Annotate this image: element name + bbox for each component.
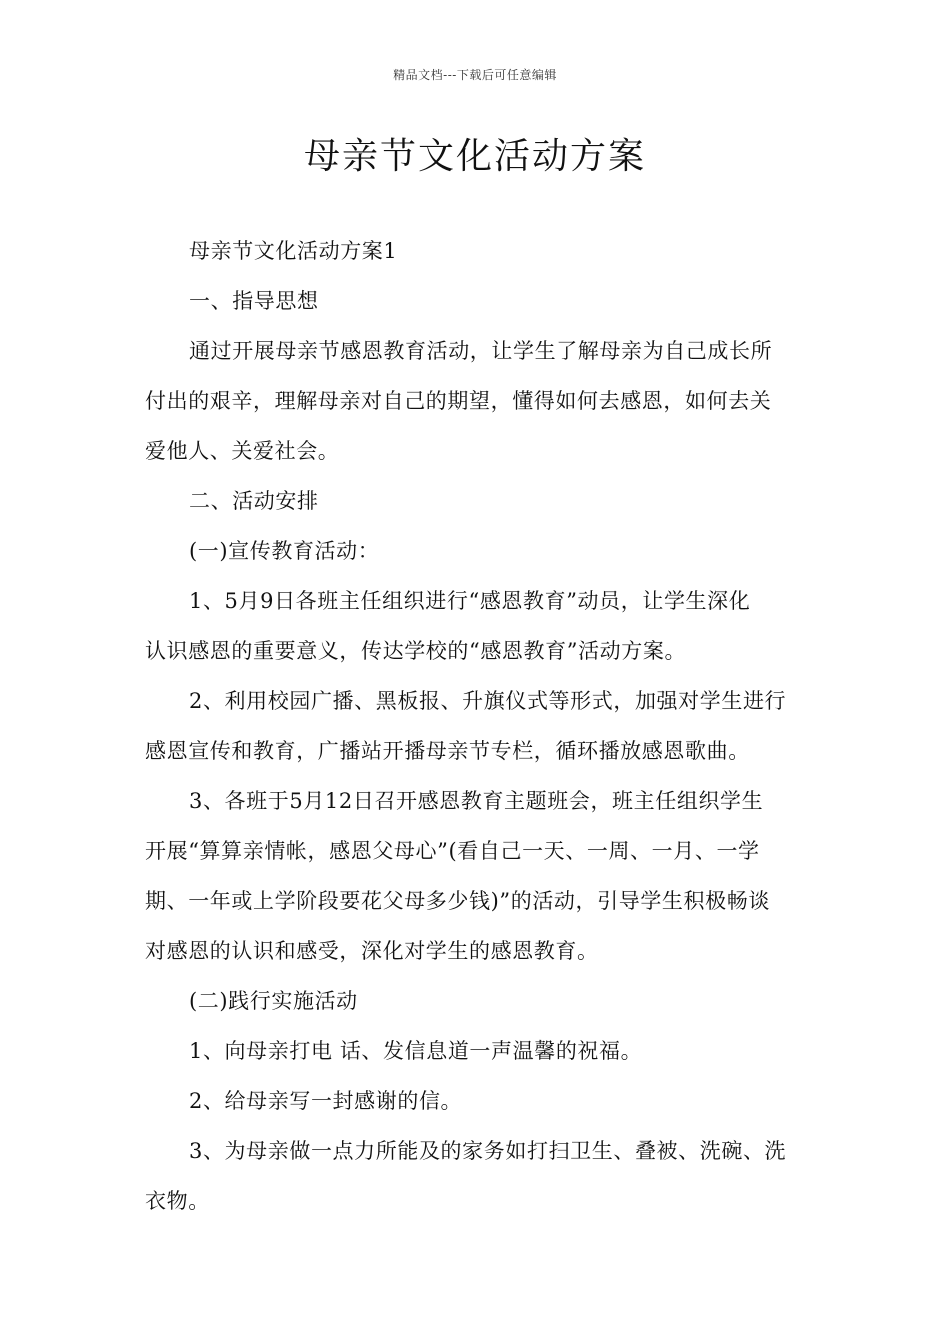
section-heading: 二、活动安排 (189, 489, 319, 513)
paragraph-line: 认识感恩的重要意义，传达学校的“感恩教育”活动方案。 (145, 639, 687, 663)
paragraph-line: 期、一年或上学阶段要花父母多少钱)”的活动，引导学生积极畅谈 (145, 889, 770, 913)
paragraph-line: 通过开展母亲节感恩教育活动，让学生了解母亲为自己成长所 (189, 339, 773, 363)
paragraph-line: 2、利用校园广播、黑板报、升旗仪式等形式，加强对学生进行 (189, 689, 787, 713)
page-title: 母亲节文化活动方案 (303, 136, 646, 177)
subsection-heading: (二)践行实施活动 (189, 989, 358, 1013)
paragraph-line: 3、为母亲做一点力所能及的家务如打扫卫生、叠被、洗碗、洗 (189, 1139, 787, 1163)
paragraph-line: 开展“算算亲情帐，感恩父母心”(看自己一天、一周、一月、一学 (145, 839, 760, 863)
paragraph-line: 2、给母亲写一封感谢的信。 (189, 1089, 463, 1113)
section-heading: 母亲节文化活动方案1 (189, 239, 398, 263)
subsection-heading: (一)宣传教育活动： (189, 539, 380, 563)
section-heading: 一、指导思想 (189, 289, 319, 313)
paragraph-line: 付出的艰辛，理解母亲对自己的期望，懂得如何去感恩，如何去关 (145, 389, 772, 413)
paragraph-line: 1、5月9日各班主任组织进行“感恩教育”动员，让学生深化 (189, 589, 751, 613)
paragraph-line: 衣物。 (145, 1189, 210, 1213)
paragraph-line: 对感恩的认识和感受，深化对学生的感恩教育。 (145, 939, 599, 963)
paragraph-line: 感恩宣传和教育，广播站开播母亲节专栏，循环播放感恩歌曲。 (145, 739, 750, 763)
header-note: 精品文档---下载后可任意编辑 (393, 68, 557, 82)
paragraph-line: 爱他人、关爱社会。 (145, 439, 340, 463)
paragraph-line: 1、向母亲打电 话、发信息道一声温馨的祝福。 (189, 1039, 643, 1063)
document-body (145, 226, 809, 1226)
paragraph-line: 3、各班于5月12日召开感恩教育主题班会，班主任组织学生 (189, 789, 764, 813)
